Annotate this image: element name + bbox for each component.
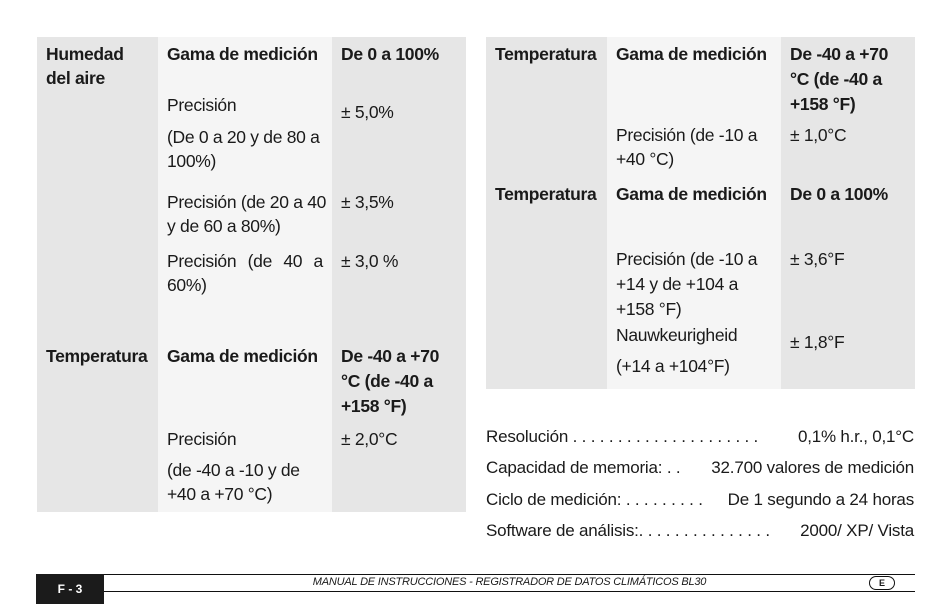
spec-software-label: Software de análisis:	[486, 521, 639, 540]
humidity-range-label: Gama de medición	[167, 44, 318, 64]
spec-software	[486, 519, 914, 543]
spec-cycle	[486, 488, 914, 512]
right-table-label-column	[486, 37, 607, 389]
spec-cycle-value: De 1 segundo a 24 horas	[727, 490, 914, 509]
right-temperature-c-range-value: De -40 a +70 °C (de -40 a +158 °F)	[790, 44, 889, 114]
spec-memory-value: 32.700 valores de medición	[711, 458, 914, 477]
humidity-precision3-value: ± 3,0 %	[341, 251, 399, 271]
right-temperature-c-label: Temperatura	[495, 44, 597, 64]
humidity-precision2-value: ± 3,5%	[341, 192, 394, 212]
spec-resolution-label: Resolución	[486, 427, 569, 446]
spec-memory-label: Capacidad de memoria:	[486, 458, 663, 477]
right-temperature-f-precision2-value: ± 1,8°F	[790, 332, 845, 352]
right-temperature-c-precision-value: ± 1,0°C	[790, 125, 847, 145]
footer-title: MANUAL DE INSTRUCCIONES - REGISTRADOR DE DATOS CLIMÁTICOS BL30	[312, 576, 707, 588]
right-temperature-f-precision-label: Precisión (de -10 a +14 y de +104 a +158 °F)	[616, 249, 758, 319]
right-temperature-c-precision-label: Precisión (de -10 a +40 °C)	[616, 125, 758, 169]
left-temperature-range-value: De -40 a +70 °C (de -40 a +158 °F)	[341, 346, 440, 416]
humidity-precision-note: (De 0 a 20 y de 80 a 100%)	[167, 127, 320, 171]
humidity-precision-label: Precisión	[167, 95, 237, 115]
spec-memory	[486, 456, 914, 480]
left-temperature-range-label: Gama de medición	[167, 346, 318, 366]
spec-resolution-dots: . . . . . . . . . . . . . . . . . . . . .	[568, 427, 759, 446]
right-temperature-f-range-value: De 0 a 100%	[790, 184, 888, 204]
humidity-precision2-label: Precisión (de 20 a 40 y de 60 a 80%)	[167, 192, 327, 236]
spec-software-dots: . . . . . . . . . . . . . . .	[638, 521, 770, 540]
spec-cycle-label: Ciclo de medición:	[486, 490, 622, 509]
spec-software-value: 2000/ XP/ Vista	[800, 521, 914, 540]
spec-resolution-value: 0,1% h.r., 0,1°C	[797, 427, 914, 446]
left-temperature-label: Temperatura	[46, 346, 148, 366]
humidity-label: Humedad del aire	[46, 44, 124, 88]
page-number: F - 3	[36, 574, 104, 604]
language-badge: E	[869, 576, 895, 590]
right-temperature-f-precision2-note: (+14 a +104°F)	[616, 356, 730, 376]
left-table-label-column	[37, 37, 158, 512]
right-temperature-c-range-label: Gama de medición	[616, 44, 767, 64]
spec-cycle-dots: . . . . . . . . .	[621, 490, 703, 509]
footer-title-band	[104, 574, 915, 592]
humidity-precision-value: ± 5,0%	[341, 102, 394, 122]
page-footer	[36, 574, 915, 604]
spec-memory-dots: . .	[662, 458, 681, 477]
left-temperature-precision-label: Precisión	[167, 429, 237, 449]
humidity-precision3-label: Precisión (de 40 a 60%)	[167, 251, 323, 295]
right-temperature-f-range-label: Gama de medición	[616, 184, 767, 204]
right-temperature-f-precision2-label: Nauwkeurigheid	[616, 325, 738, 345]
right-temperature-f-label: Temperatura	[495, 184, 597, 204]
right-temperature-f-precision-value: ± 3,6°F	[790, 249, 845, 269]
left-temperature-precision-note: (de -40 a -10 y de +40 a +70 °C)	[167, 460, 300, 504]
humidity-range-value: De 0 a 100%	[341, 44, 439, 64]
left-temperature-precision-value: ± 2,0°C	[341, 429, 398, 449]
spec-resolution	[486, 425, 914, 449]
